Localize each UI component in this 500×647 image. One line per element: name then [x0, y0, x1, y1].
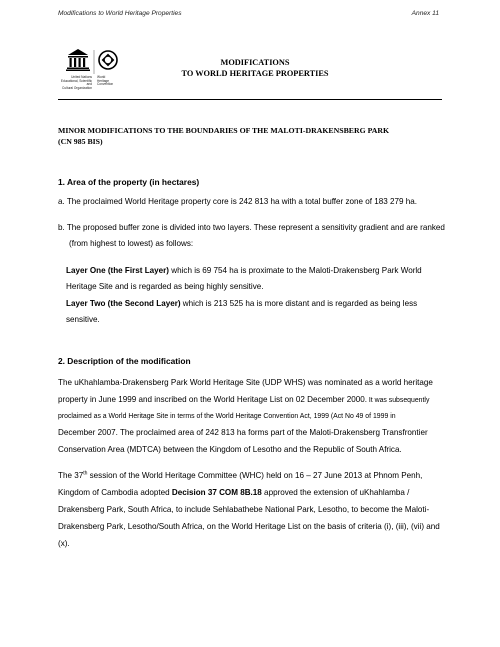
section2-p1-line4: December 2007. The proclaimed area of 242 813 ha forms part of the Maloti-Drakensberg Transfrontier: [58, 428, 428, 437]
section1-heading: 1. Area of the property (in hectares): [58, 177, 200, 187]
layer-two-line1: Layer Two (the Second Layer) which is 213 525 ha is more distant and is regarded as being less: [66, 299, 418, 308]
unesco-logo-text: United Nations Educational, Scientific and Cultural Organization: [60, 75, 92, 91]
unesco-temple-and-whc-emblem-icon: [58, 47, 128, 75]
layer-one-line2: Heritage Site and is regarded as being highly sensitive.: [66, 282, 264, 291]
whc-logo-text: World Heritage Convention: [97, 75, 114, 87]
subtitle-line1: MINOR MODIFICATIONS TO THE BOUNDARIES OF THE MALOTI-DRAKENSBERG PARK: [58, 126, 390, 135]
running-header-left: Modifications to World Heritage Properties: [58, 10, 182, 17]
decision-reference: Decision 37 COM 8B.18: [171, 488, 262, 497]
section2-p1-line1: The uKhahlamba-Drakensberg Park World Heritage Site (UDP WHS) was nominated as a world heritage: [58, 378, 433, 387]
layer-one-line1: Layer One (the First Layer) which is 69 754 ha is proximate to the Maloti-Drakensberg Park World: [66, 266, 422, 275]
document-title-line2: TO WORLD HERITAGE PROPERTIES: [181, 69, 329, 78]
section2-p2-line4: Drakensberg Park, Lesotho/South Africa, on the World Heritage List on the basis of criteria (i), (iii), (vii) and: [58, 522, 440, 531]
document-title-line1: MODIFICATIONS: [220, 58, 290, 67]
section2-p2-line3: Drakensberg Park, South Africa, to include Sehlabathebe National Park, Lesotho, to become the Maloti-: [58, 505, 430, 514]
section2-p2-line2: Kingdom of Cambodia adopted Decision 37 COM 8B.18 approved the extension of uKhahlamba /: [58, 488, 410, 497]
unesco-whc-logo: [58, 47, 128, 93]
section1-item-a: a. The proclaimed World Heritage property core is 242 813 ha with a total buffer zone of 183 279 ha.: [58, 197, 418, 206]
header-divider: [58, 99, 442, 100]
section2-p2-line5: (x).: [58, 539, 70, 548]
section1-item-b-line2: (from highest to lowest) as follows:: [69, 239, 194, 248]
section2-heading: 2. Description of the modification: [58, 356, 191, 366]
section2-p1-line3: proclaimed as a World Heritage Site in terms of the World Heritage Convention Act, 1999 (Act No 49 of 1999 in: [58, 413, 396, 420]
section2-p2-line1: The 37th session of the World Heritage Committee (WHC) held on 16 – 27 June 2013 at Phnom Penh,: [58, 470, 423, 480]
layer-two-line2: sensitive.: [66, 315, 100, 324]
section2-p1-line2: property in June 1999 and inscribed on the World Heritage List on 02 December 2000. It was subsequently: [58, 395, 430, 404]
running-header-right: Annex 11: [411, 10, 439, 17]
section1-item-b-line1: b. The proposed buffer zone is divided into two layers. These represent a sensitivity gradient and are ranked: [58, 223, 445, 232]
section2-p1-line5: Conservation Area (MDTCA) between the Kingdom of Lesotho and the Republic of South Africa.: [58, 445, 402, 454]
subtitle-line2: (CN 985 BIS): [58, 137, 103, 146]
